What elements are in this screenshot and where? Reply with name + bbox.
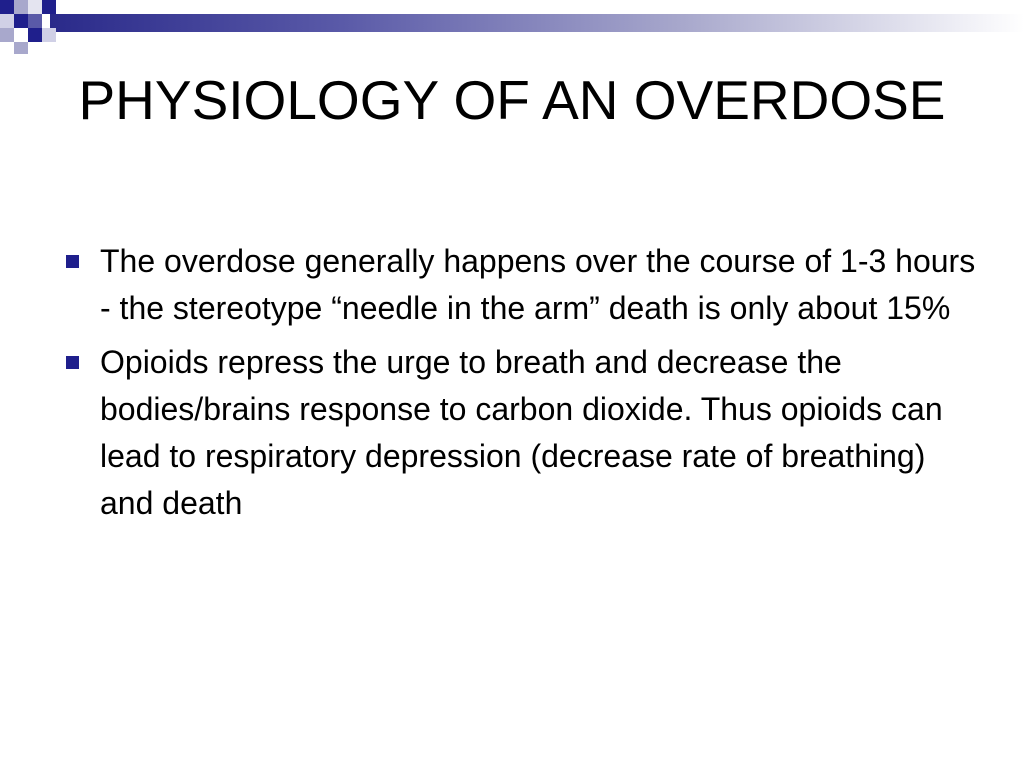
list-item <box>60 339 980 527</box>
bullet-list <box>60 238 980 534</box>
decor-square <box>14 42 28 54</box>
decor-square <box>14 0 28 14</box>
decor-square <box>14 14 28 28</box>
square-bullet-icon <box>66 255 79 268</box>
header-decoration <box>0 0 1024 40</box>
bullet-text: Opioids repress the urge to breath and decrease the bodies/brains response to carbon dioxide. Thus opioids can lead to respiratory depression (decrease rate of breathing) and death <box>100 344 943 521</box>
list-item <box>60 238 980 332</box>
decor-square <box>0 14 14 28</box>
decor-square <box>42 0 56 14</box>
gradient-band <box>50 14 1024 32</box>
slide-title: PHYSIOLOGY OF AN OVERDOSE <box>78 69 946 131</box>
bullet-text: The overdose generally happens over the course of 1-3 hours - the stereotype “needle in the arm” death is only about 15% <box>100 243 976 326</box>
decor-square <box>0 28 14 42</box>
decor-square <box>42 28 56 42</box>
decor-square <box>0 0 14 14</box>
decor-square <box>28 0 42 14</box>
decor-square <box>28 14 42 28</box>
decor-square <box>28 28 42 42</box>
square-bullet-icon <box>66 356 79 369</box>
